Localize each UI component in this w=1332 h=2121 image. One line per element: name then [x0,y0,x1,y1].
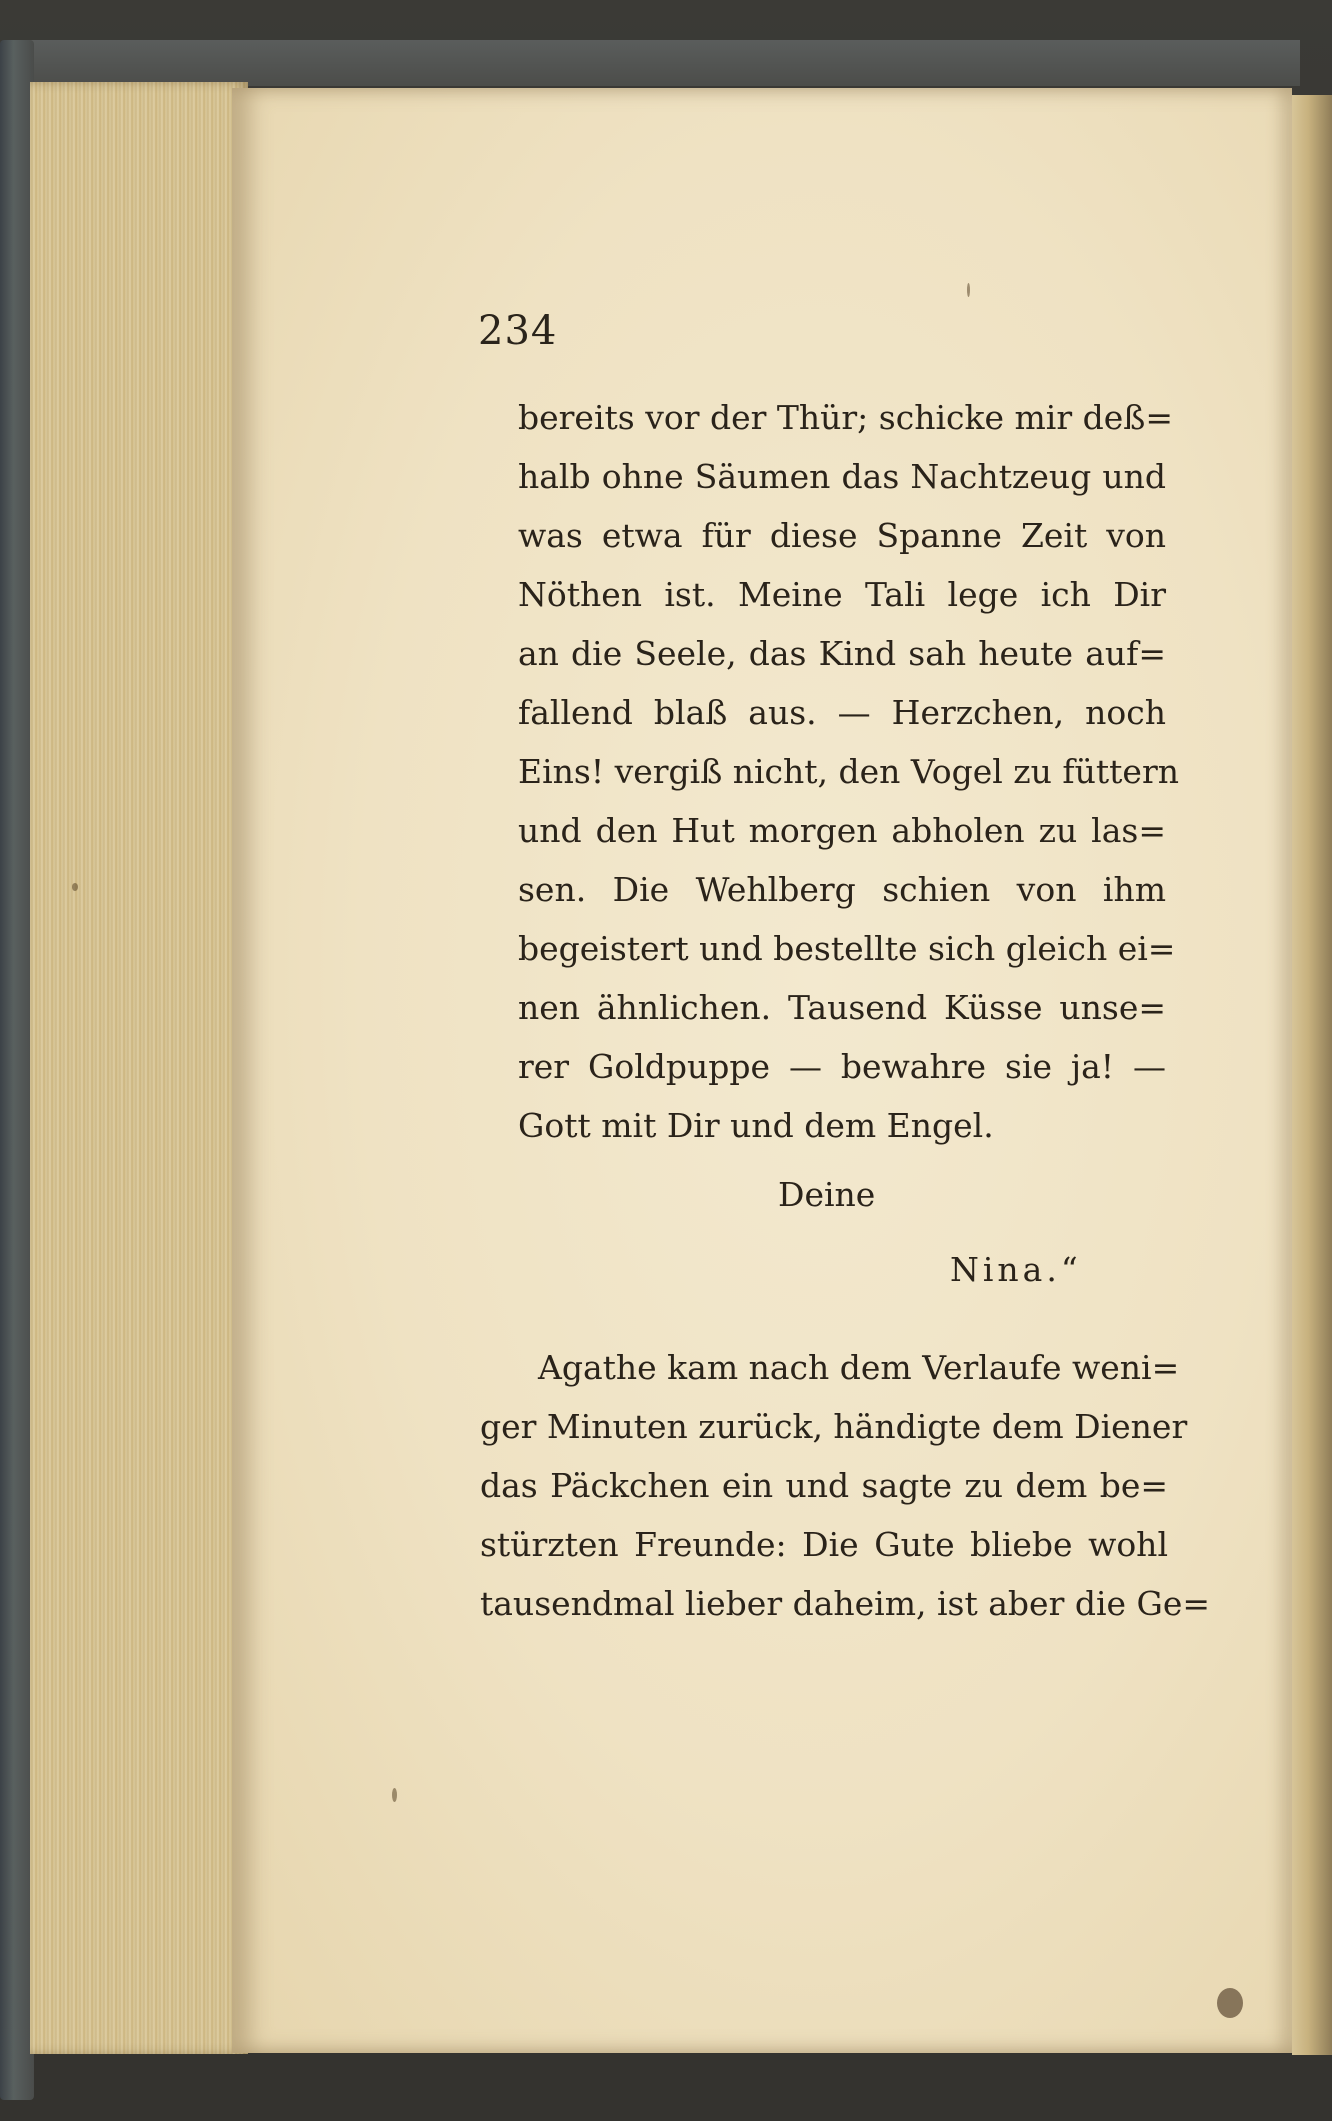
text-line: tausendmal lieber daheim, ist aber die Ge= [480,1584,1211,1623]
signature-name: Nina.“ [950,1250,1082,1289]
text-line: bereits vor der Thür; schicke mir deß= [518,398,1173,437]
text-line: und den Hut morgen abholen zu las= [518,811,1166,850]
text-line: fallend blaß aus. — Herzchen, noch [518,693,1166,732]
next-page-edge [1292,95,1332,2055]
book-cover-left [0,40,34,2100]
text-line: rer Goldpuppe — bewahre sie ja! — [518,1047,1166,1086]
text-line: Gott mit Dir und dem Engel. [518,1106,994,1145]
text-line: halb ohne Säumen das Nachtzeug und [518,457,1166,496]
text-line: das Päckchen ein und sagte zu dem be= [480,1466,1168,1505]
text-line: ger Minuten zurück, händigte dem Diener [480,1407,1188,1446]
page-number: 234 [478,308,558,354]
book-cover-top [20,40,1300,86]
page-edges [30,82,248,2054]
text-line: begeistert und bestellte sich gleich ei= [518,929,1176,968]
text-line: Agathe kam nach dem Verlaufe weni= [538,1348,1180,1387]
text-line: nen ähnlichen. Tausend Küsse unse= [518,988,1166,1027]
ink-speck [392,1788,397,1802]
ink-speck [967,283,970,297]
text-line: an die Seele, das Kind sah heute auf= [518,634,1166,673]
text-line: Nöthen ist. Meine Tali lege ich Dir [518,575,1166,614]
ink-speck [72,883,78,891]
text-line: stürzten Freunde: Die Gute bliebe wohl [480,1525,1168,1564]
paragraph-letter [518,388,1179,1155]
paragraph-narrative [480,1338,1211,1633]
text-line: was etwa für diese Spanne Zeit von [518,516,1166,555]
closing-word: Deine [778,1175,876,1214]
stain [1217,1988,1243,2018]
text-line: sen. Die Wehlberg schien von ihm [518,870,1166,909]
text-line: Eins! vergiß nicht, den Vogel zu füttern [518,752,1179,791]
